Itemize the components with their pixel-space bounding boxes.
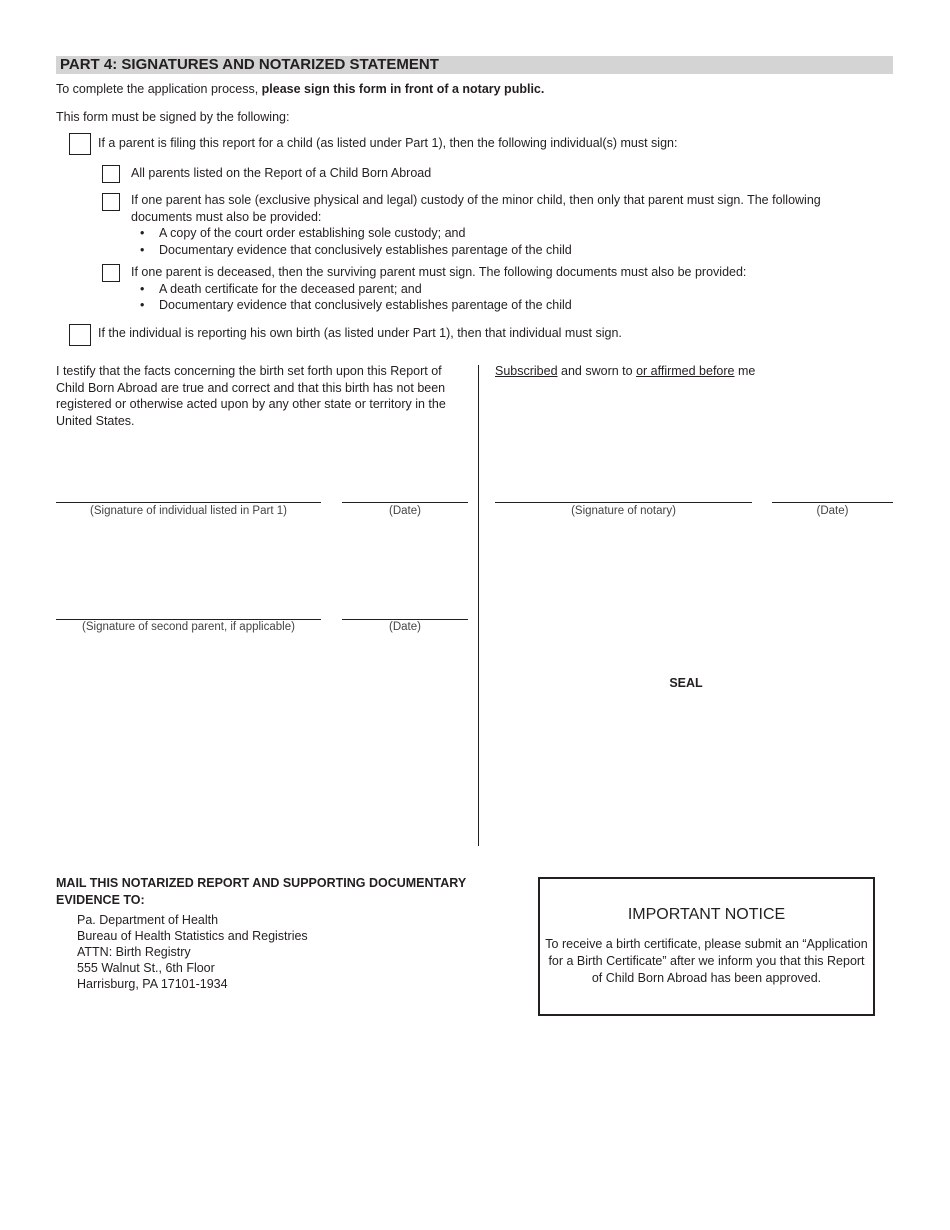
deceased-parent-checkbox[interactable]	[102, 264, 120, 282]
own-birth-checkbox[interactable]	[69, 324, 91, 346]
section-title: PART 4: SIGNATURES AND NOTARIZED STATEMENT	[56, 56, 893, 74]
mail-heading: MAIL THIS NOTARIZED REPORT AND SUPPORTING DOCUMENTARY EVIDENCE TO:	[56, 876, 466, 907]
sole-custody-label: If one parent has sole (exclusive physical and legal) custody of the minor child, then only that parent must sign. The following documents must also be provided:	[131, 193, 821, 224]
list-item: • Documentary evidence that conclusively establishes parentage of the child	[131, 297, 876, 314]
second-parent-date-line[interactable]	[342, 619, 468, 620]
address-line: 555 Walnut St., 6th Floor	[77, 961, 215, 975]
notary-date-line[interactable]	[772, 502, 893, 503]
sole-custody-doc-list	[131, 225, 876, 258]
intro-text	[56, 81, 544, 98]
notice-title: IMPORTANT NOTICE	[627, 906, 786, 923]
all-parents-label: All parents listed on the Report of a Child Born Abroad	[131, 166, 432, 180]
list-item: • Documentary evidence that conclusively establishes parentage of the child	[131, 242, 876, 259]
sole-custody-checkbox[interactable]	[102, 193, 120, 211]
sole-custody-block	[131, 192, 876, 258]
parent-filing-checkbox[interactable]	[69, 133, 91, 155]
all-parents-checkbox[interactable]	[102, 165, 120, 183]
intro-lead: To complete the application process,	[56, 82, 262, 96]
address-line: Pa. Department of Health	[77, 913, 219, 927]
seal-label: SEAL	[669, 676, 703, 690]
individual-signature-caption: (Signature of individual listed in Part 1)	[90, 505, 287, 517]
individual-signature-line[interactable]	[56, 502, 321, 503]
important-notice-box	[538, 877, 875, 1016]
second-parent-signature-line[interactable]	[56, 619, 321, 620]
own-birth-label: If the individual is reporting his own birth (as listed under Part 1), then that individual must sign.	[98, 326, 622, 340]
affirmed-text: or affirmed before	[636, 364, 735, 378]
notary-date-caption: (Date)	[816, 505, 849, 517]
testimony-text: I testify that the facts concerning the birth set forth upon this Report of Child Born Abroad are true and correct and that this birth has not been registered or otherwise acted upon by any other state or territory in the United States.	[56, 364, 446, 428]
parent-filing-label: If a parent is filing this report for a child (as listed under Part 1), then the following individual(s) must sign:	[98, 136, 678, 150]
column-divider	[478, 365, 479, 846]
list-item: • A death certificate for the deceased parent; and	[131, 281, 876, 298]
notice-body: To receive a birth certificate, please submit an “Application for a Birth Certificate” after we inform you that this Report of Child Born Abroad has been approved.	[545, 937, 868, 985]
notary-signature-line[interactable]	[495, 502, 752, 503]
address-line: Harrisburg, PA 17101-1934	[77, 977, 228, 991]
mail-address	[77, 912, 308, 992]
deceased-label: If one parent is deceased, then the surviving parent must sign. The following documents must also be provided:	[131, 265, 747, 279]
notary-signature-caption: (Signature of notary)	[571, 505, 676, 517]
list-item: • A copy of the court order establishing sole custody; and	[131, 225, 876, 242]
me-text: me	[734, 364, 756, 378]
deceased-block	[131, 264, 876, 314]
individual-date-line[interactable]	[342, 502, 468, 503]
notary-statement	[495, 363, 755, 380]
signed-by-text: This form must be signed by the following:	[56, 110, 290, 124]
individual-date-caption: (Date)	[389, 505, 421, 517]
deceased-doc-list	[131, 281, 876, 314]
subscribed-text: Subscribed	[495, 364, 558, 378]
address-line: Bureau of Health Statistics and Registries	[77, 929, 308, 943]
address-line: ATTN: Birth Registry	[77, 945, 191, 959]
second-parent-signature-caption: (Signature of second parent, if applicable)	[82, 621, 295, 633]
intro-lead-bold: please sign this form in front of a notary public.	[261, 82, 545, 96]
second-parent-date-caption: (Date)	[389, 621, 421, 633]
sworn-text: and sworn to	[557, 364, 637, 378]
